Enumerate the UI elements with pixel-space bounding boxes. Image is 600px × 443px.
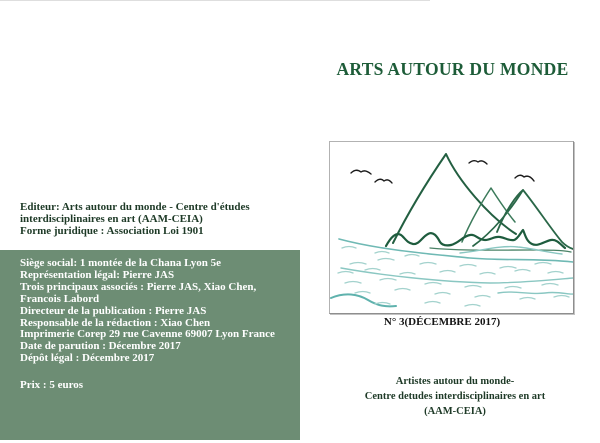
wave-dashes [338, 247, 569, 307]
bird-icon [351, 170, 371, 174]
wave-bottom-right [498, 292, 573, 294]
wave-long [341, 268, 573, 283]
footer-line: Artistes autour du monde- [395, 376, 515, 387]
mountains-group [386, 154, 573, 252]
foothills-right [451, 230, 565, 248]
cover-illustration-frame [329, 141, 574, 314]
legal-line: Trois principaux associés : Pierre JAS, Xiao Chen, [20, 280, 257, 293]
association-footer [330, 374, 580, 419]
footer-line: (AAM-CEIA) [424, 406, 486, 417]
publisher-block [20, 202, 320, 237]
bird-icon [515, 175, 534, 181]
footer-line: Centre detudes interdisciplinaires en art [364, 391, 546, 402]
page-title: ARTS AUTOUR DU MONDE [336, 59, 569, 79]
cover-illustration [330, 142, 573, 313]
birds-group [351, 161, 534, 183]
legal-line: Date de parution : Décembre 2017 [20, 340, 181, 353]
ridge-baseline [430, 248, 571, 252]
legal-line: Représentation légal: Pierre JAS [20, 268, 175, 281]
publisher-line: Editeur: Arts autour du monde - Centre d'études [20, 201, 250, 213]
legal-line: Imprimerie Corep 29 rue Cavenne 69007 Lyon France [20, 328, 275, 341]
publisher-line: Forme juridique : Association Loi 1901 [20, 224, 204, 237]
issue-caption: N° 3(DÉCEMBRE 2017) [383, 316, 501, 328]
legal-line: Responsable de la rédaction : Xiao Chen [20, 316, 211, 329]
legal-line: Directeur de la publication : Pierre JAS [20, 304, 207, 317]
bird-icon [469, 161, 487, 164]
legal-line: Siège social: 1 montée de la Chana Lyon 5e [20, 257, 222, 269]
wave-bottom-left [331, 294, 396, 306]
price-label: Prix : 5 euros [20, 379, 84, 392]
legal-line: Dépôt légal : Décembre 2017 [20, 352, 155, 365]
legal-info-panel [0, 250, 300, 440]
legal-line: Francois Labord [20, 292, 100, 305]
bird-icon [375, 179, 392, 183]
page-top-edge-line [0, 0, 430, 1]
publisher-line: interdisciplinaires en art (AAM-CEIA) [20, 212, 203, 225]
